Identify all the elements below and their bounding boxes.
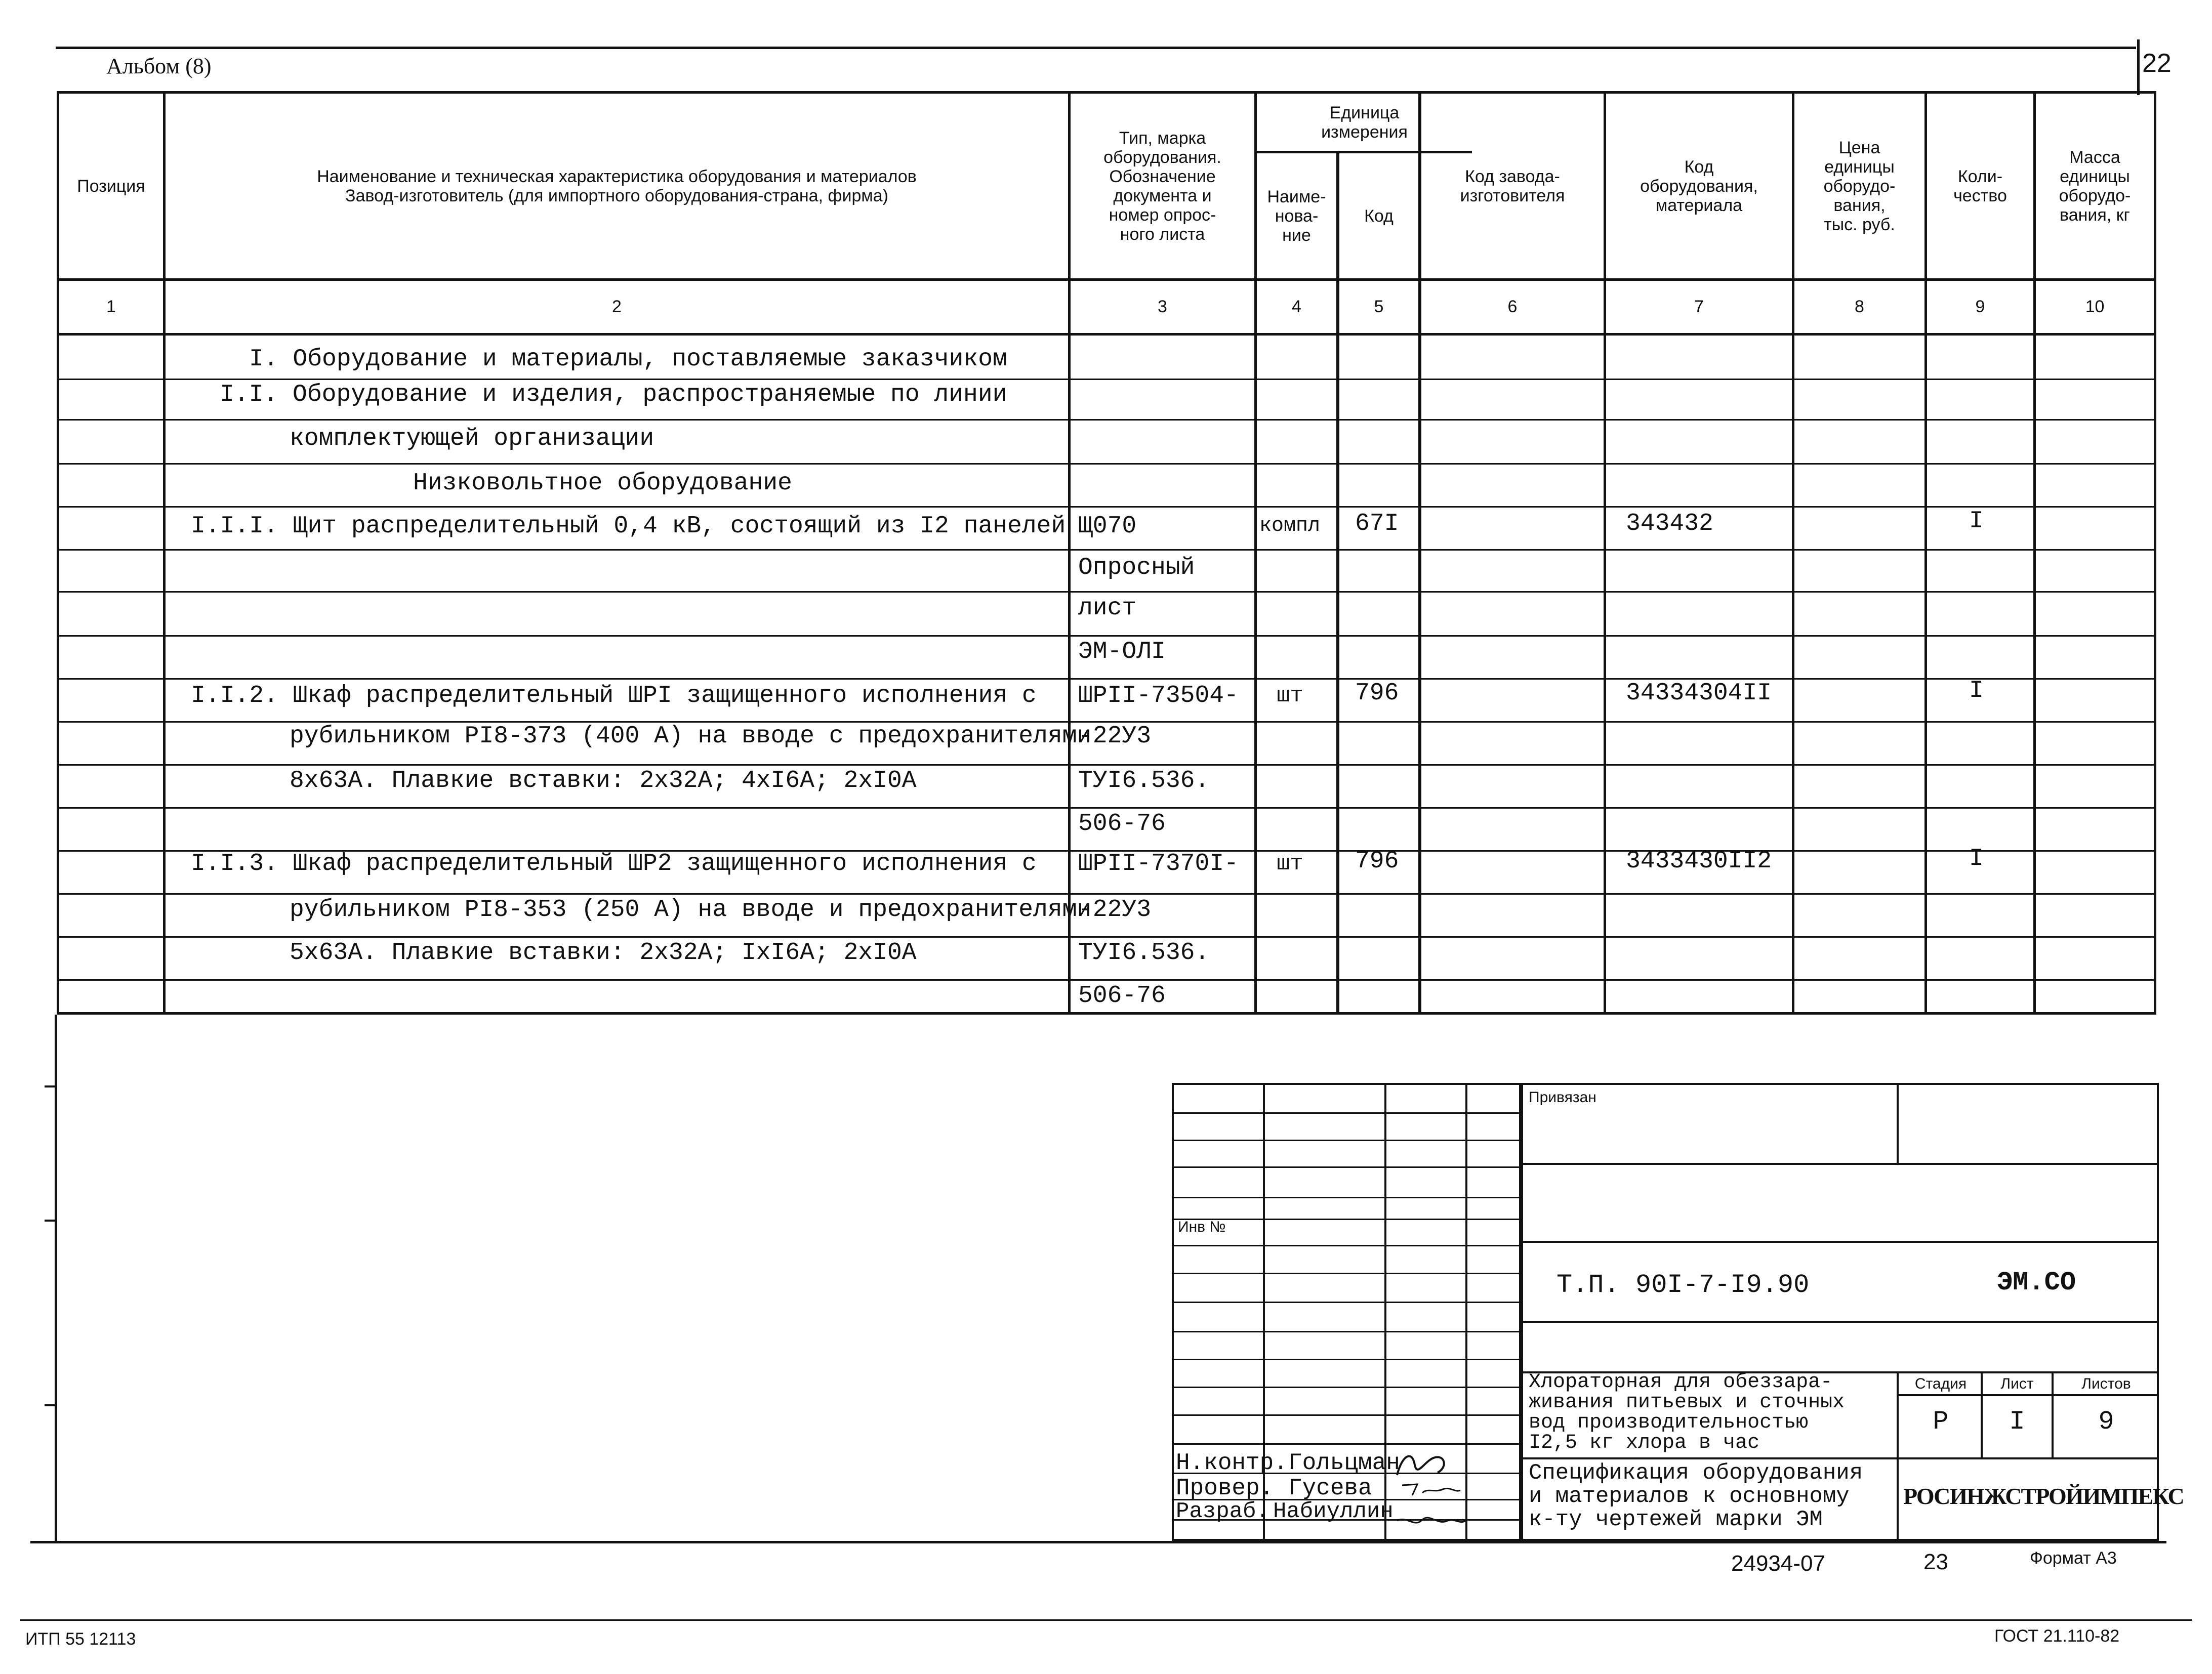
- row-type: лист: [1078, 595, 1137, 622]
- top-border-line: [56, 47, 2136, 49]
- sheet-value: I: [2009, 1407, 2025, 1437]
- row-type: Щ070: [1078, 513, 1137, 540]
- specification-table: [57, 91, 2156, 1015]
- drawing-title: Спецификация оборудования и материалов к основному к-ту чертежей марки ЭМ: [1529, 1460, 1863, 1532]
- row-type: -22У3: [1078, 723, 1152, 750]
- tb-line: [1521, 1241, 2159, 1243]
- row-type: ШРII-7370I-: [1078, 850, 1239, 877]
- page-number: 23: [1923, 1550, 1948, 1574]
- row-equipment-code: 343432: [1626, 510, 1713, 537]
- row-quantity: I: [1969, 677, 1984, 704]
- row-unit: шт: [1277, 851, 1303, 876]
- corner-divider: [2137, 39, 2140, 95]
- col-number: 9: [1975, 297, 1985, 316]
- row-unit-code: 67I: [1355, 510, 1399, 537]
- row-unit-code: 796: [1355, 680, 1399, 707]
- title-block: [1172, 1083, 2184, 1541]
- row-equipment-code: 3433430II2: [1626, 848, 1772, 875]
- row-quantity: I: [1969, 845, 1984, 872]
- header-unit-group: Единица измерения: [1321, 103, 1408, 142]
- row-line: [57, 506, 2156, 508]
- privyazan-label: Привязан: [1529, 1089, 1596, 1106]
- row-line: [57, 591, 2156, 593]
- signer-name: Гусева: [1288, 1475, 1372, 1501]
- grid-row: [1172, 1245, 1521, 1246]
- tb-line: [1521, 1163, 2159, 1165]
- row-name: 8х63А. Плавкие вставки: 2х32А; 4хI6А; 2хI0А: [290, 767, 917, 794]
- number-row-bottom-line: [57, 333, 2156, 336]
- tb-line: [1521, 1457, 2159, 1459]
- row-name: рубильником PI8-373 (400 А) на вводе с предохранителями: [290, 723, 1092, 750]
- row-line: [57, 549, 2156, 551]
- sheets-label: Листов: [2081, 1375, 2131, 1392]
- row-equipment-code: 34334304II: [1626, 680, 1772, 707]
- row-type: 506-76: [1078, 982, 1166, 1010]
- row-type: ЭМ-ОЛI: [1078, 638, 1166, 665]
- margin-tick: [45, 1404, 56, 1406]
- row-name: Низковольтное оборудование: [413, 470, 792, 497]
- grid-row: [1172, 1166, 1521, 1168]
- grid-row: [1172, 1197, 1521, 1198]
- signer-role: Н.контр.: [1176, 1450, 1288, 1476]
- archive-number: 24934-07: [1731, 1551, 1825, 1576]
- row-quantity: I: [1969, 508, 1984, 535]
- signer-name: Гольцман: [1288, 1450, 1400, 1476]
- document-number: Т.П. 90I-7-I9.90: [1556, 1270, 1810, 1300]
- inventory-label: Инв №: [1178, 1219, 1226, 1235]
- row-name: I.I.I. Щит распределительный 0,4 кВ, состоящий из I2 панелей: [191, 513, 1066, 540]
- signer-role: Разраб.: [1176, 1499, 1269, 1524]
- row-line: [57, 463, 2156, 465]
- col-number: 2: [612, 297, 622, 316]
- header-name: Наименование и техническая характеристика оборудования и материалов Завод-изготовитель (для импортного оборудования-страна, фирма): [317, 166, 917, 205]
- row-type: -22У3: [1078, 896, 1152, 924]
- format-label: Формат А3: [2030, 1549, 2117, 1568]
- table-bottom-line: [57, 1012, 2156, 1015]
- printer-code: ИТП 55 12113: [25, 1629, 136, 1649]
- margin-tick: [45, 1085, 56, 1087]
- header-unit-price: Цена единицы оборудо- вания, тыс. руб.: [1823, 138, 1896, 234]
- grid-row: [1172, 1273, 1521, 1274]
- document-mark: ЭМ.СО: [1997, 1268, 2076, 1298]
- sheets-value: 9: [2098, 1407, 2114, 1437]
- stage-value: Р: [1933, 1407, 1949, 1437]
- row-type: ТУI6.536.: [1078, 767, 1210, 794]
- row-unit-code: 796: [1355, 848, 1399, 875]
- row-name: I.I.3. Шкаф распределительный ШР2 защищенного исполнения с: [191, 850, 1037, 877]
- row-type: 506-76: [1078, 810, 1166, 838]
- tb-line: [1897, 1394, 2159, 1396]
- grid-row: [1172, 1387, 1521, 1388]
- object-title: Хлораторная для обеззара- живания питьевых и сточных вод производительностью I2,5 кг хлора в час: [1529, 1371, 1845, 1454]
- stage-label: Стадия: [1914, 1375, 1967, 1392]
- sheet-label: Лист: [2000, 1375, 2034, 1392]
- row-unit: шт: [1277, 683, 1303, 708]
- row-name: I.I.2. Шкаф распределительный ШРI защищенного исполнения с: [191, 682, 1037, 709]
- row-line: [57, 678, 2156, 680]
- tb-line: [1521, 1321, 2159, 1323]
- col-number: 3: [1158, 297, 1167, 316]
- col-number: 4: [1292, 297, 1301, 316]
- footer-line: [20, 1619, 2192, 1621]
- header-type: Тип, марка оборудования. Обозначение документа и номер опрос- ного листа: [1103, 128, 1221, 244]
- row-name: I. Оборудование и материалы, поставляемые заказчиком: [249, 346, 1007, 373]
- col-number: 1: [106, 297, 116, 316]
- margin-tick: [45, 1220, 56, 1222]
- col-number: 8: [1855, 297, 1864, 316]
- row-type: ШРII-73504-: [1078, 682, 1239, 709]
- grid-row: [1172, 1359, 1521, 1360]
- grid-row: [1172, 1414, 1521, 1416]
- row-name: 5х63А. Плавкие вставки: 2х32А; IхI6А; 2хI0А: [290, 939, 917, 967]
- row-type: ТУI6.536.: [1078, 939, 1210, 967]
- tb-col: [1897, 1371, 1899, 1541]
- grid-row: [1172, 1140, 1521, 1141]
- header-position: Позиция: [77, 176, 145, 196]
- header-manufacturer-code: Код завода- изготовителя: [1460, 166, 1565, 205]
- grid-row: [1172, 1331, 1521, 1332]
- grid-row: [1172, 1443, 1521, 1445]
- standard-code: ГОСТ 21.110-82: [1994, 1626, 2120, 1646]
- col-number: 7: [1694, 297, 1704, 316]
- sheet-corner-number: 22: [2142, 49, 2172, 78]
- privyazan-divider: [1897, 1083, 1899, 1164]
- col-number: 6: [1507, 297, 1518, 316]
- grid-row: [1172, 1112, 1521, 1114]
- organization-name: РОСИНЖСТРОЙИМПЕКС: [1903, 1483, 2184, 1509]
- row-name: I.I. Оборудование и изделия, распространяемые по линии: [220, 381, 1007, 408]
- col-number: 5: [1374, 297, 1384, 316]
- grid-row: [1172, 1302, 1521, 1303]
- header-unit-code: Код: [1364, 206, 1394, 226]
- header-equipment-code: Код оборудования, материала: [1640, 157, 1758, 215]
- album-label: Альбом (8): [106, 54, 212, 78]
- left-border-line: [55, 1015, 57, 1541]
- row-name: рубильником PI8-353 (250 А) на вводе и предохранителями: [290, 896, 1092, 924]
- col-number: 10: [2085, 297, 2105, 316]
- header-quantity: Коли- чество: [1953, 166, 2007, 205]
- bottom-border-line: [30, 1541, 2166, 1543]
- signatures-handwritten: [1387, 1445, 1468, 1538]
- row-type: Опросный: [1078, 554, 1195, 581]
- row-name: комплектующей организации: [290, 425, 654, 452]
- signer-role: Провер.: [1176, 1475, 1274, 1501]
- header-unit-mass: Масса единицы оборудо- вания, кг: [2059, 147, 2131, 225]
- header-unit-name: Наиме- нова- ние: [1267, 187, 1326, 245]
- row-line: [57, 419, 2156, 421]
- signer-name: Набиуллин: [1273, 1499, 1394, 1524]
- row-unit: компл: [1259, 515, 1321, 537]
